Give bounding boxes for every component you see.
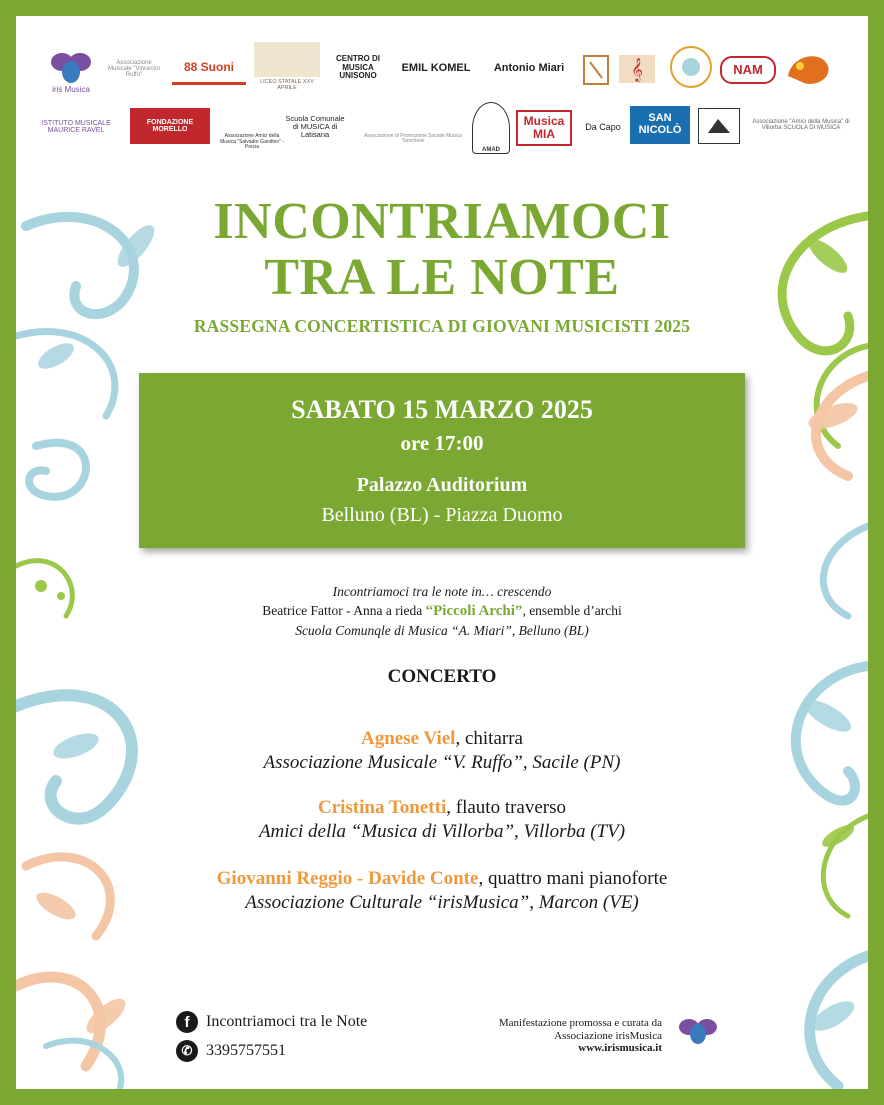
intro-line-2 bbox=[16, 601, 868, 621]
performer-entry bbox=[16, 867, 868, 915]
sponsor-logo-label: Associazione "Amici della Musica" di Villorba SCUOLA DI MUSICA bbox=[752, 118, 850, 131]
phone-contact[interactable] bbox=[176, 1040, 286, 1062]
sponsor-logo bbox=[284, 106, 346, 148]
sponsor-logo-label: Musica MIA bbox=[523, 114, 565, 141]
sponsor-logos-row-2 bbox=[16, 102, 868, 156]
performer-instrument: , chitarra bbox=[455, 728, 523, 749]
irismusica-logo bbox=[676, 1012, 720, 1048]
performer-name: Agnese Viel bbox=[361, 728, 456, 749]
intro-performers: Beatrice Fattor - Anna a rieda bbox=[262, 603, 426, 618]
sponsor-logo-label: SAN NICOLÒ bbox=[638, 112, 682, 136]
sponsor-logo-label: iris Musica bbox=[52, 84, 90, 94]
concerto-heading: CONCERTO bbox=[387, 666, 497, 687]
sponsor-logo-label: AMAD bbox=[482, 146, 500, 153]
promoter-line-1: Manifestazione promossa e curata da bbox=[498, 1017, 662, 1029]
page-title bbox=[16, 194, 868, 306]
facebook-icon: f bbox=[176, 1011, 198, 1033]
sponsor-logo bbox=[666, 42, 716, 92]
sponsor-logo bbox=[616, 48, 658, 90]
sponsor-logo-label: ISTITUTO MUSICALE MAURICE RAVEL bbox=[41, 119, 111, 134]
sponsor-logo bbox=[220, 104, 284, 150]
sponsor-logo bbox=[516, 110, 572, 146]
promoter-website[interactable]: www.irismusica.it bbox=[578, 1042, 662, 1054]
sponsor-logo bbox=[720, 56, 776, 84]
performer-line bbox=[16, 796, 868, 820]
title-line-1: INCONTRIAMOCI bbox=[213, 193, 671, 250]
event-info-box bbox=[139, 373, 745, 548]
sponsor-logo-label: 88 Suoni bbox=[183, 59, 234, 74]
sponsor-logos-row-1 bbox=[16, 42, 868, 102]
sponsor-logo bbox=[582, 106, 624, 150]
performer-association: Amici della “Musica di Villorba”, Villorba (TV) bbox=[258, 821, 626, 842]
sponsor-logo bbox=[36, 104, 116, 150]
phone-number: 3395757551 bbox=[206, 1042, 286, 1059]
sponsor-logo bbox=[130, 108, 210, 144]
performer-entry bbox=[16, 727, 868, 775]
performer-association: Associazione Culturale “irisMusica”, Marcon (VE) bbox=[245, 892, 639, 913]
sponsor-logo-label: LICEO STATALE XXV APRILE bbox=[260, 79, 314, 92]
sponsor-logo bbox=[488, 54, 570, 84]
sponsor-logo-label: Scuola Comunale di MUSICA di Latisana bbox=[285, 114, 345, 139]
sponsor-logo-label: Antonio Miari bbox=[493, 62, 565, 75]
sponsor-logo bbox=[46, 44, 96, 94]
facebook-page-name: Incontriamoci tra le Note bbox=[206, 1013, 368, 1030]
sponsor-logo bbox=[630, 106, 690, 144]
promoter-note bbox=[499, 1017, 662, 1055]
intro-block bbox=[16, 582, 868, 640]
title-line-2: TRA LE NOTE bbox=[264, 249, 620, 306]
sponsor-logo-label: NAM bbox=[733, 62, 763, 78]
intro-line-1: Incontriamoci tra le note in… crescendo bbox=[332, 584, 552, 599]
performer-association: Associazione Musicale “V. Ruffo”, Sacile (PN) bbox=[263, 752, 621, 773]
sponsor-logo bbox=[472, 102, 510, 154]
ensemble-type: , ensemble d’archi bbox=[522, 603, 622, 618]
ensemble-name: “Piccoli Archi” bbox=[425, 603, 523, 619]
event-date: SABATO 15 MARZO 2025 bbox=[291, 395, 593, 424]
performer-name: Giovanni Reggio - Davide Conte bbox=[216, 868, 479, 889]
event-place: Belluno (BL) - Piazza Duomo bbox=[321, 504, 563, 526]
performer-line bbox=[16, 727, 868, 751]
sponsor-logo bbox=[354, 108, 472, 144]
event-venue: Palazzo Auditorium bbox=[356, 474, 528, 496]
sponsor-logo bbox=[328, 48, 388, 88]
sponsor-logo-label: Associazione di Promozione Sociale Musica Tamchese bbox=[364, 132, 462, 144]
sponsor-logo-label: FONDAZIONE MORELLO bbox=[146, 118, 194, 133]
sponsor-logo bbox=[254, 42, 320, 92]
page-subtitle: RASSEGNA CONCERTISTICA DI GIOVANI MUSICISTI 2025 bbox=[193, 316, 691, 336]
intro-line-3: Scuola Comunqle di Musica “A. Miari”, Belluno (BL) bbox=[295, 623, 589, 638]
promoter-line-2: Associazione irisMusica bbox=[554, 1029, 662, 1042]
sponsor-logo bbox=[576, 50, 616, 90]
sponsor-logo bbox=[746, 108, 856, 142]
performer-line bbox=[16, 867, 868, 891]
sponsor-logo bbox=[698, 108, 740, 144]
sponsor-logo bbox=[106, 46, 162, 92]
sponsor-logo-label: EMIL KOMEL bbox=[401, 62, 471, 75]
sponsor-logo bbox=[394, 52, 478, 86]
sponsor-logo-label: Da Capo bbox=[585, 122, 621, 133]
phone-icon: ✆ bbox=[176, 1040, 198, 1062]
sponsor-logo-label: Associazione Musicale "Vincenzo Ruffo" bbox=[107, 59, 161, 79]
sponsor-logo bbox=[780, 44, 836, 94]
facebook-contact[interactable] bbox=[176, 1011, 367, 1033]
performer-entry bbox=[16, 796, 868, 844]
sponsor-logo-label: Associazione Amici della Musica "Salvador Gandino" - Porcia bbox=[220, 133, 284, 150]
svg-text:𝄞: 𝄞 bbox=[631, 57, 643, 81]
performer-instrument: , quattro mani pianoforte bbox=[478, 868, 668, 889]
performer-instrument: , flauto traverso bbox=[446, 797, 567, 818]
performer-name: Cristina Tonetti bbox=[317, 797, 447, 818]
sponsor-logo-label: CENTRO DI MUSICA UNISONO bbox=[336, 54, 380, 81]
event-time: ore 17:00 bbox=[400, 431, 484, 455]
sponsor-logo bbox=[172, 52, 246, 85]
